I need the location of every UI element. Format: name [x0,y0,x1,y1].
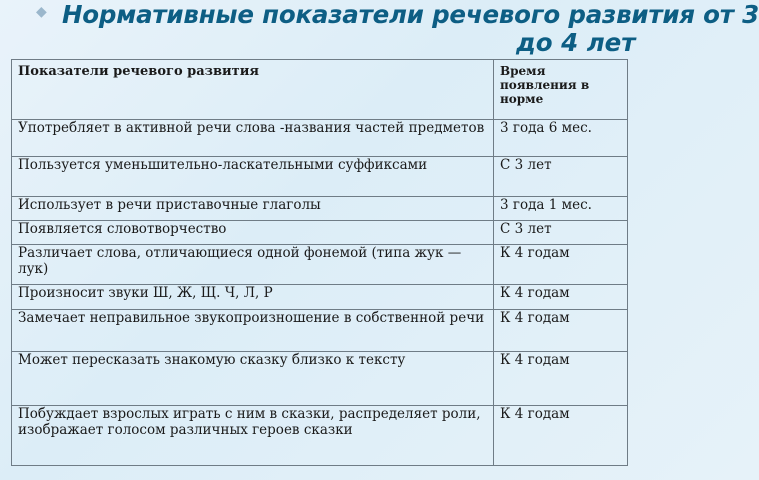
header-indicators: Показатели речевого развития [12,60,494,120]
title-bullet-icon: ◆ [36,4,47,20]
table-row [12,285,628,310]
indicator-cell: Может пересказать знакомую сказку близко к тексту [12,352,494,406]
indicator-cell: Употребляет в активной речи слова -названия частей предметов [12,120,494,157]
title-line-1: Нормативные показатели речевого развития от 3 [62,0,759,29]
table-row [12,197,628,221]
table-row [12,352,628,406]
indicator-cell: Побуждает взрослых играть с ним в сказки, распределяет роли, изображает голосом различных героев сказки [12,406,494,466]
title-line-2: до 4 лет [516,28,636,57]
indicator-cell: Различает слова, отличающиеся одной фонемой (типа жук — лук) [12,245,494,285]
table-row [12,120,628,157]
slide-title [0,0,759,60]
table-row [12,245,628,285]
table-row [12,310,628,352]
table-row [12,221,628,245]
age-cell: С 3 лет [494,221,628,245]
speech-norms-table [11,59,628,466]
age-cell: 3 года 6 мес. [494,120,628,157]
age-cell: К 4 годам [494,245,628,285]
age-cell: К 4 годам [494,310,628,352]
table-row [12,157,628,197]
indicator-cell: Пользуется уменьшительно-ласкательными суффиксами [12,157,494,197]
age-cell: К 4 годам [494,406,628,466]
table-header-row [12,60,628,120]
age-cell: К 4 годам [494,285,628,310]
age-cell: К 4 годам [494,352,628,406]
indicator-cell: Произносит звуки Ш, Ж, Щ. Ч, Л, Р [12,285,494,310]
age-cell: С 3 лет [494,157,628,197]
age-cell: 3 года 1 мес. [494,197,628,221]
table-row [12,406,628,466]
indicator-cell: Использует в речи приставочные глаголы [12,197,494,221]
header-age: Время появления в норме [494,60,628,120]
indicator-cell: Замечает неправильное звукопроизношение в собственной речи [12,310,494,352]
indicator-cell: Появляется словотворчество [12,221,494,245]
